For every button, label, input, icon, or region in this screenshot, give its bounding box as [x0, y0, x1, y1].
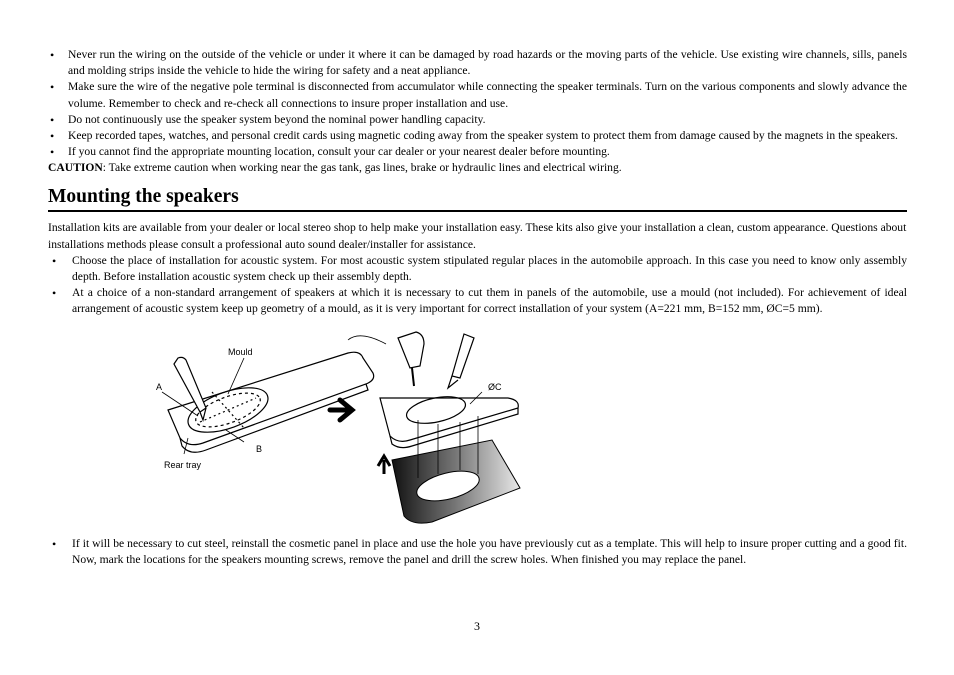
list-item: • Do not continuously use the speaker system beyond the nominal power handling capacity. — [48, 112, 907, 128]
precautions-list — [48, 47, 907, 160]
intro-paragraph: Installation kits are available from your dealer or local stereo shop to help make your installation easy. These kits also give your installation a clean, custom appearance. Questions about installations methods please consult a professional auto sound dealer/installer for assistance. — [48, 221, 907, 251]
list-item: • Keep recorded tapes, watches, and personal credit cards using magnetic coding away from the speaker system to protect them from damage caused by the magnets in the speakers. — [48, 128, 907, 144]
list-item: • Choose the place of installation for acoustic system. For most acoustic system stipulated regular places in the automobile approach. In this case you need to know only assembly depth. Before installation acoustic system check up their assembly depth. — [48, 253, 907, 285]
diameter-c-label: ØC — [488, 381, 502, 392]
dimension-b-label: B — [256, 443, 263, 454]
list-item: • At a choice of a non-standard arrangement of speakers at which it is necessary to cut them in panels of the automobile, use a mould (not included). For achievement of ideal arrangement of acoustic system keep up geometry of a mould, as it is very important for correct installation of your system (A=221 mm, B=152 mm, ØC=5 mm). — [48, 285, 907, 317]
list-item: • If you cannot find the appropriate mounting location, consult your car dealer or your nearest dealer before mounting. — [48, 144, 907, 160]
dimension-a-label: A — [156, 381, 163, 392]
section-title: Mounting the speakers — [48, 185, 907, 212]
list-item: • Make sure the wire of the negative pole terminal is disconnected from accumulator while connecting the speaker terminals. Turn on the various components and slowly advance the volume. Remember to check and re-check all connections to insure proper installation and use. — [48, 79, 907, 111]
caution-text: : Take extreme caution when working near the gas tank, gas lines, brake or hydraulic lines and electrical wiring. — [102, 161, 622, 175]
up-arrow-icon — [378, 456, 390, 474]
mounting-diagram — [148, 328, 528, 528]
final-list — [48, 536, 907, 568]
rear-tray-label: Rear tray — [164, 459, 202, 470]
mould-label: Mould — [228, 346, 253, 357]
caution-label: CAUTION — [48, 161, 103, 175]
list-item: • If it will be necessary to cut steel, reinstall the cosmetic panel in place and use the hole you have previously cut as a template. This will help to insure proper cutting and a good fit. Now, mark the locations for the speakers mounting screws, remove the panel and drill the screw holes. When finished you may replace the panel. — [48, 536, 907, 568]
document-page — [48, 47, 907, 568]
mounting-illustration — [148, 328, 528, 528]
page-number: 3 — [474, 619, 480, 633]
caution-note — [48, 160, 907, 176]
mounting-list — [48, 253, 907, 318]
list-item: • Never run the wiring on the outside of the vehicle or under it where it can be damaged by road hazards or the moving parts of the vehicle. Use existing wire channels, sills, panels and molding strips inside the vehicle to hide the wiring for safety and a neat appliance. — [48, 47, 907, 79]
